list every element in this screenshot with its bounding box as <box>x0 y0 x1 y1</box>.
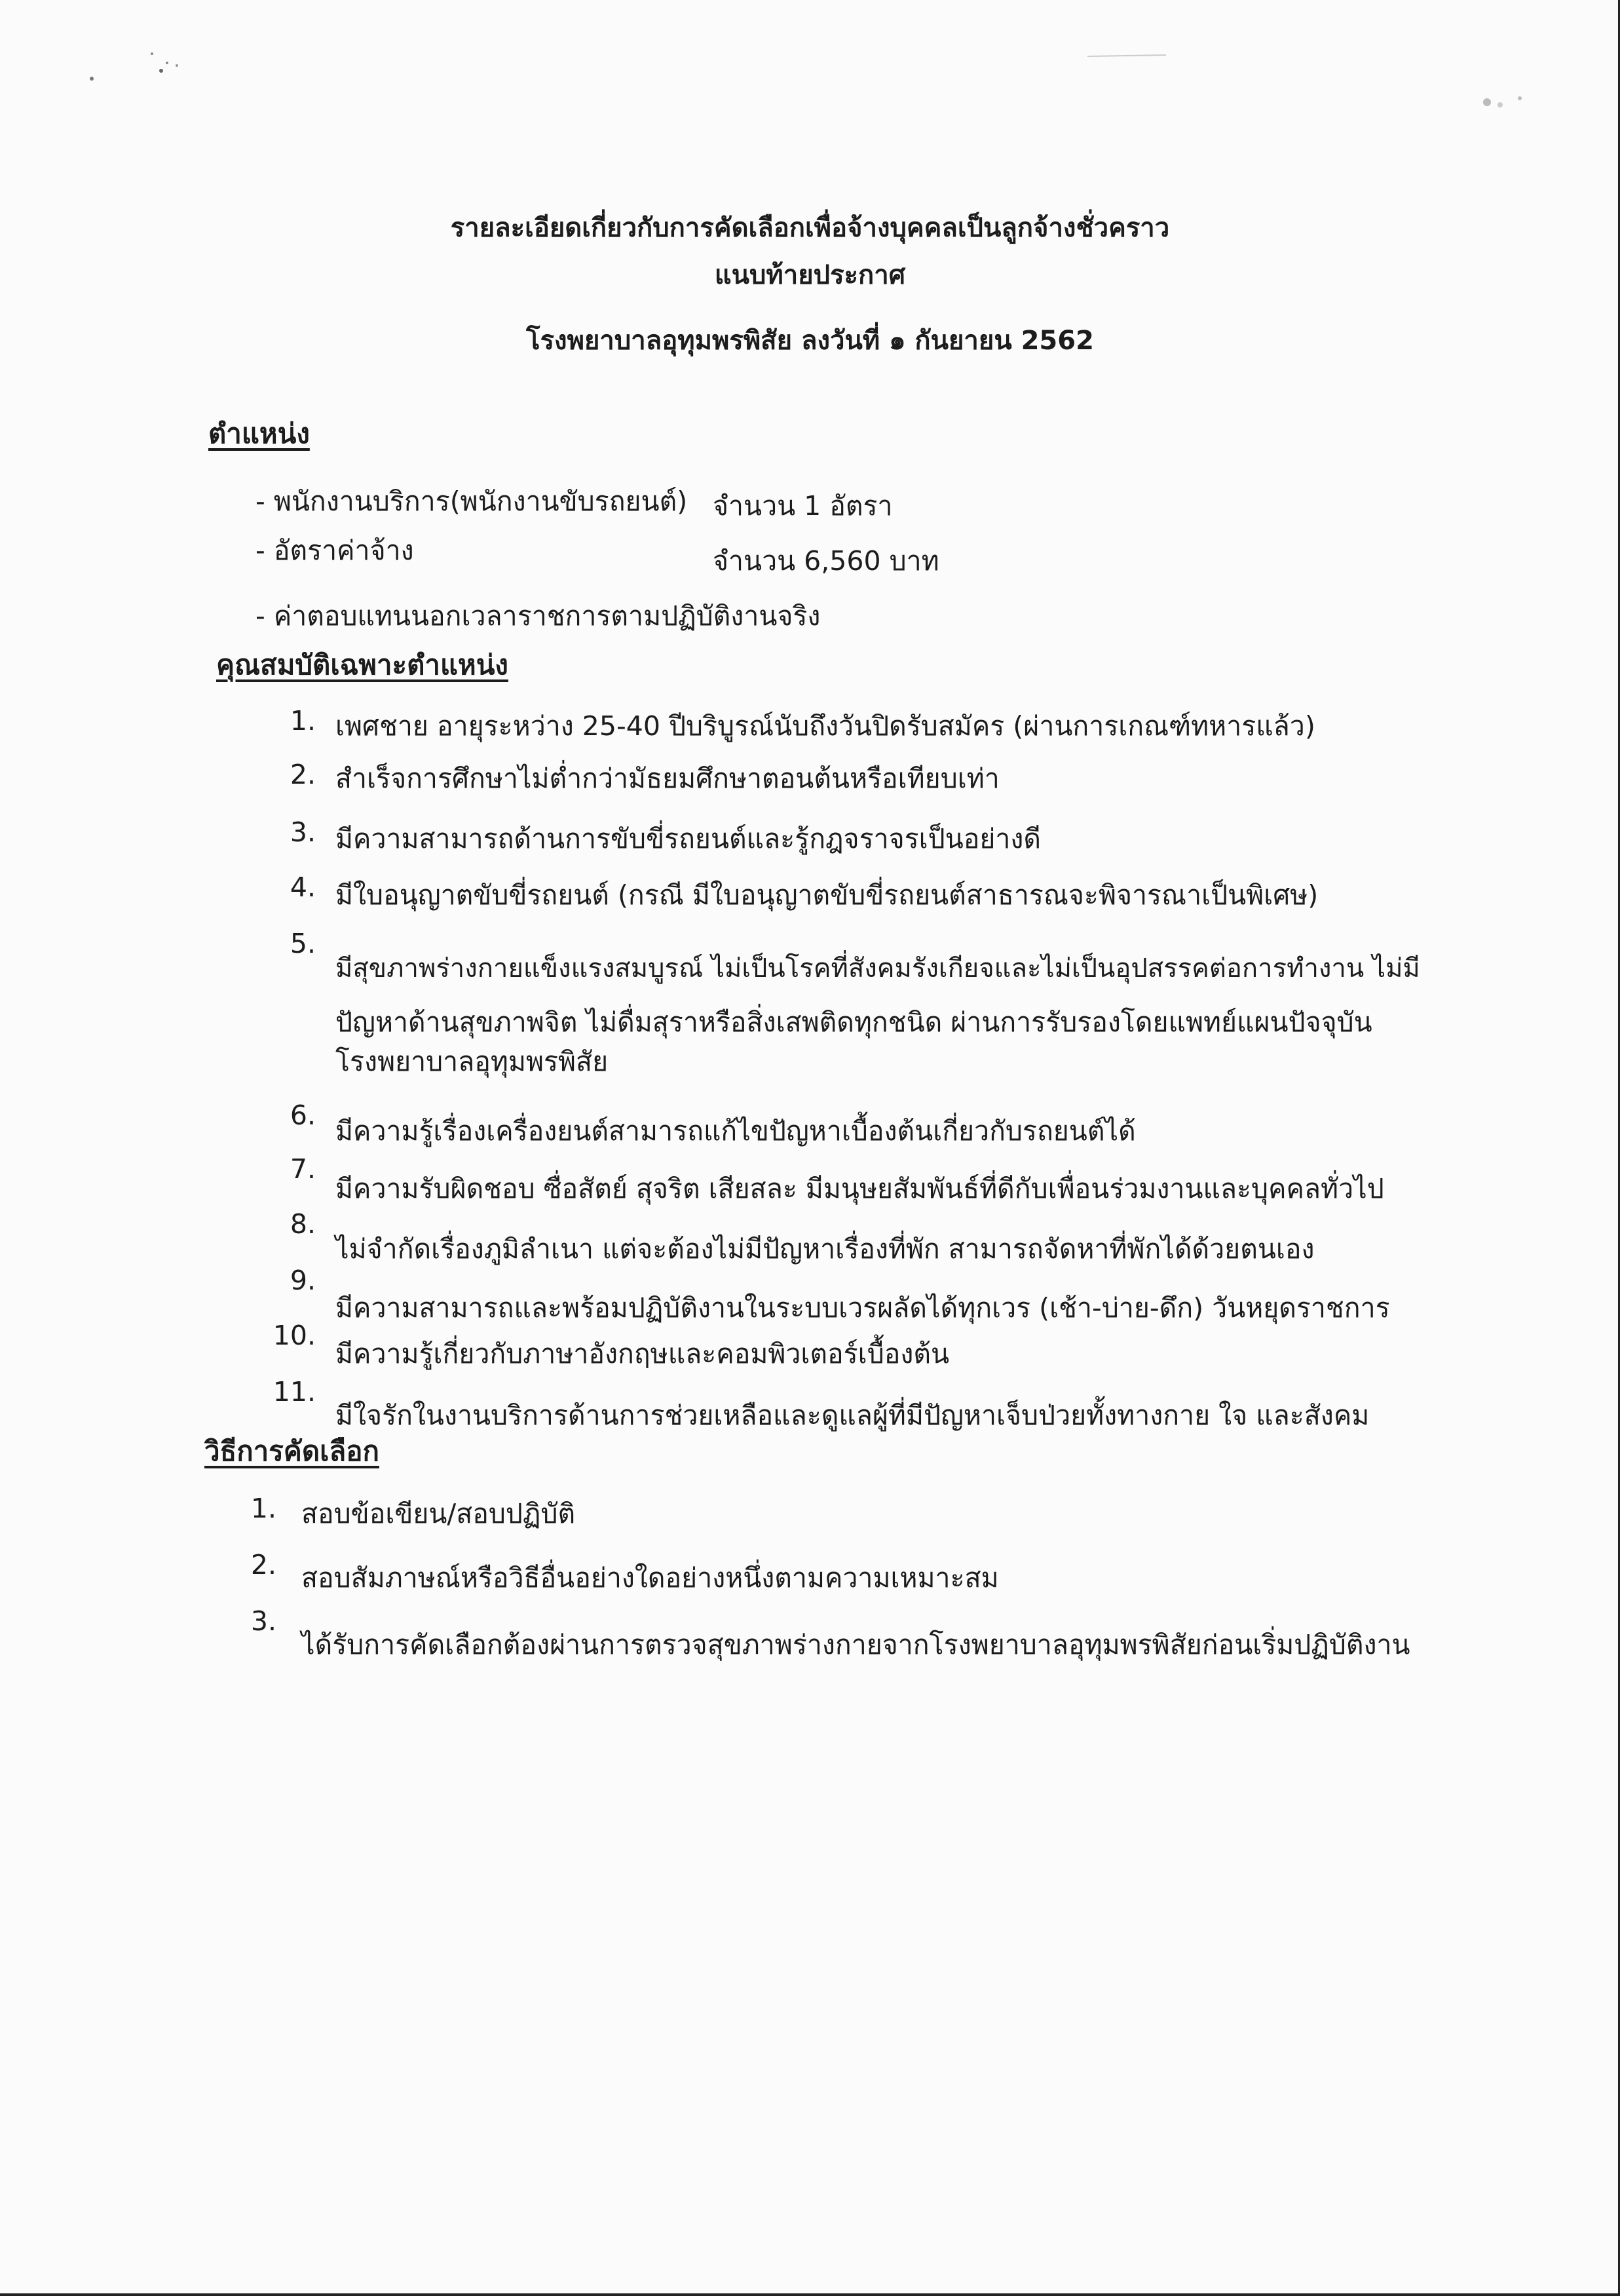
qualification-text: สำเร็จการศึกษาไม่ต่ำกว่ามัธยมศึกษาตอนต้นหรือเทียบเท่า <box>335 763 1000 794</box>
qualification-number: 6. <box>290 1100 316 1131</box>
document-hospital-date: โรงพยาบาลอุทุมพรพิสัย ลงวันที่ ๑ กันยายน 2562 <box>526 326 1094 356</box>
qualification-text: มีความรับผิดชอบ ซื่อสัตย์ สุจริต เสียสละ มีมนุษยสัมพันธ์ที่ดีกับเพื่อนร่วมงานและบุคคลทั่วไป <box>335 1173 1384 1204</box>
qualification-number: 1. <box>290 705 316 737</box>
qualification-number: 11. <box>273 1376 316 1407</box>
qualification-text: ไม่จำกัดเรื่องภูมิลำเนา แต่จะต้องไม่มีปัญหาเรื่องที่พัก สามารถจัดหาที่พักได้ด้วยตนเอง <box>335 1233 1315 1265</box>
selection-text: สอบสัมภาษณ์หรือวิธีอื่นอย่างใดอย่างหนึ่งตามความเหมาะสม <box>301 1562 999 1594</box>
position-row-1-label: - พนักงานบริการ(พนักงานขับรถยนต์) <box>255 486 688 517</box>
qualification-number: 5. <box>290 928 316 959</box>
position-row-3-label: - ค่าตอบแทนนอกเวลาราชการตามปฏิบัติงานจริง <box>255 600 821 632</box>
section-heading-qualifications: คุณสมบัติเฉพาะตำแหน่ง <box>216 649 508 681</box>
qualification-text: มีใจรักในงานบริการด้านการช่วยเหลือและดูแลผู้ที่มีปัญหาเจ็บป่วยทั้งทางกาย ใจ และสังคม <box>335 1400 1370 1431</box>
section-heading-selection: วิธีการคัดเลือก <box>204 1435 379 1467</box>
qualification-number: 8. <box>290 1208 316 1240</box>
position-row-1-value: จำนวน 1 อัตรา <box>713 490 893 522</box>
qualification-text: เพศชาย อายุระหว่าง 25-40 ปีบริบูรณ์นับถึงวันปิดรับสมัคร (ผ่านการเกณฑ์ทหารแล้ว) <box>335 710 1315 742</box>
qualification-number: 10. <box>273 1320 316 1351</box>
scan-specks <box>0 0 1620 170</box>
qualification-number: 9. <box>290 1265 316 1296</box>
selection-text: สอบข้อเขียน/สอบปฏิบัติ <box>301 1498 576 1529</box>
document-subtitle: แนบท้ายประกาศ <box>714 260 906 290</box>
qualification-text-continued: โรงพยาบาลอุทุมพรพิสัย <box>335 1046 609 1077</box>
section-heading-position: ตำแหน่ง <box>208 417 310 450</box>
selection-number: 1. <box>250 1493 276 1524</box>
qualification-text-continued: ปัญหาด้านสุขภาพจิต ไม่ดื่มสุราหรือสิ่งเสพติดทุกชนิด ผ่านการรับรองโดยแพทย์แผนปัจจุบัน <box>335 1006 1372 1038</box>
selection-number: 2. <box>250 1549 276 1580</box>
document-title: รายละเอียดเกี่ยวกับการคัดเลือกเพื่อจ้างบุคคลเป็นลูกจ้างชั่วคราว <box>450 213 1170 243</box>
qualification-number: 4. <box>290 871 316 903</box>
qualification-number: 7. <box>290 1153 316 1185</box>
selection-text: ได้รับการคัดเลือกต้องผ่านการตรวจสุขภาพร่างกายจากโรงพยาบาลอุทุมพรพิสัยก่อนเริ่มปฏิบัติงาน <box>301 1629 1410 1660</box>
qualification-number: 2. <box>290 759 316 790</box>
qualification-text: มีความสามารถด้านการขับขี่รถยนต์และรู้กฎจราจรเป็นอย่างดี <box>335 823 1042 854</box>
qualification-text: มีใบอนุญาตขับขี่รถยนต์ (กรณี มีใบอนุญาตขับขี่รถยนต์สาธารณจะพิจารณาเป็นพิเศษ) <box>335 879 1319 911</box>
qualification-text: มีความสามารถและพร้อมปฏิบัติงานในระบบเวรผลัดได้ทุกเวร (เช้า-บ่าย-ดึก) วันหยุดราชการ <box>335 1292 1390 1324</box>
qualification-text: มีความรู้เกี่ยวกับภาษาอังกฤษและคอมพิวเตอร์เบื้องต้น <box>335 1338 950 1369</box>
position-row-2-value: จำนวน 6,560 บาท <box>713 545 939 577</box>
qualification-number: 3. <box>290 816 316 848</box>
selection-number: 3. <box>250 1605 276 1637</box>
position-row-2-label: - อัตราค่าจ้าง <box>255 535 414 566</box>
qualification-text: มีสุขภาพร่างกายแข็งแรงสมบูรณ์ ไม่เป็นโรคที่สังคมรังเกียจและไม่เป็นอุปสรรคต่อการทำงาน ไม่มี <box>335 953 1420 984</box>
qualification-text: มีความรู้เรื่องเครื่องยนต์สามารถแก้ไขปัญหาเบื้องต้นเกี่ยวกับรถยนต์ได้ <box>335 1115 1136 1147</box>
